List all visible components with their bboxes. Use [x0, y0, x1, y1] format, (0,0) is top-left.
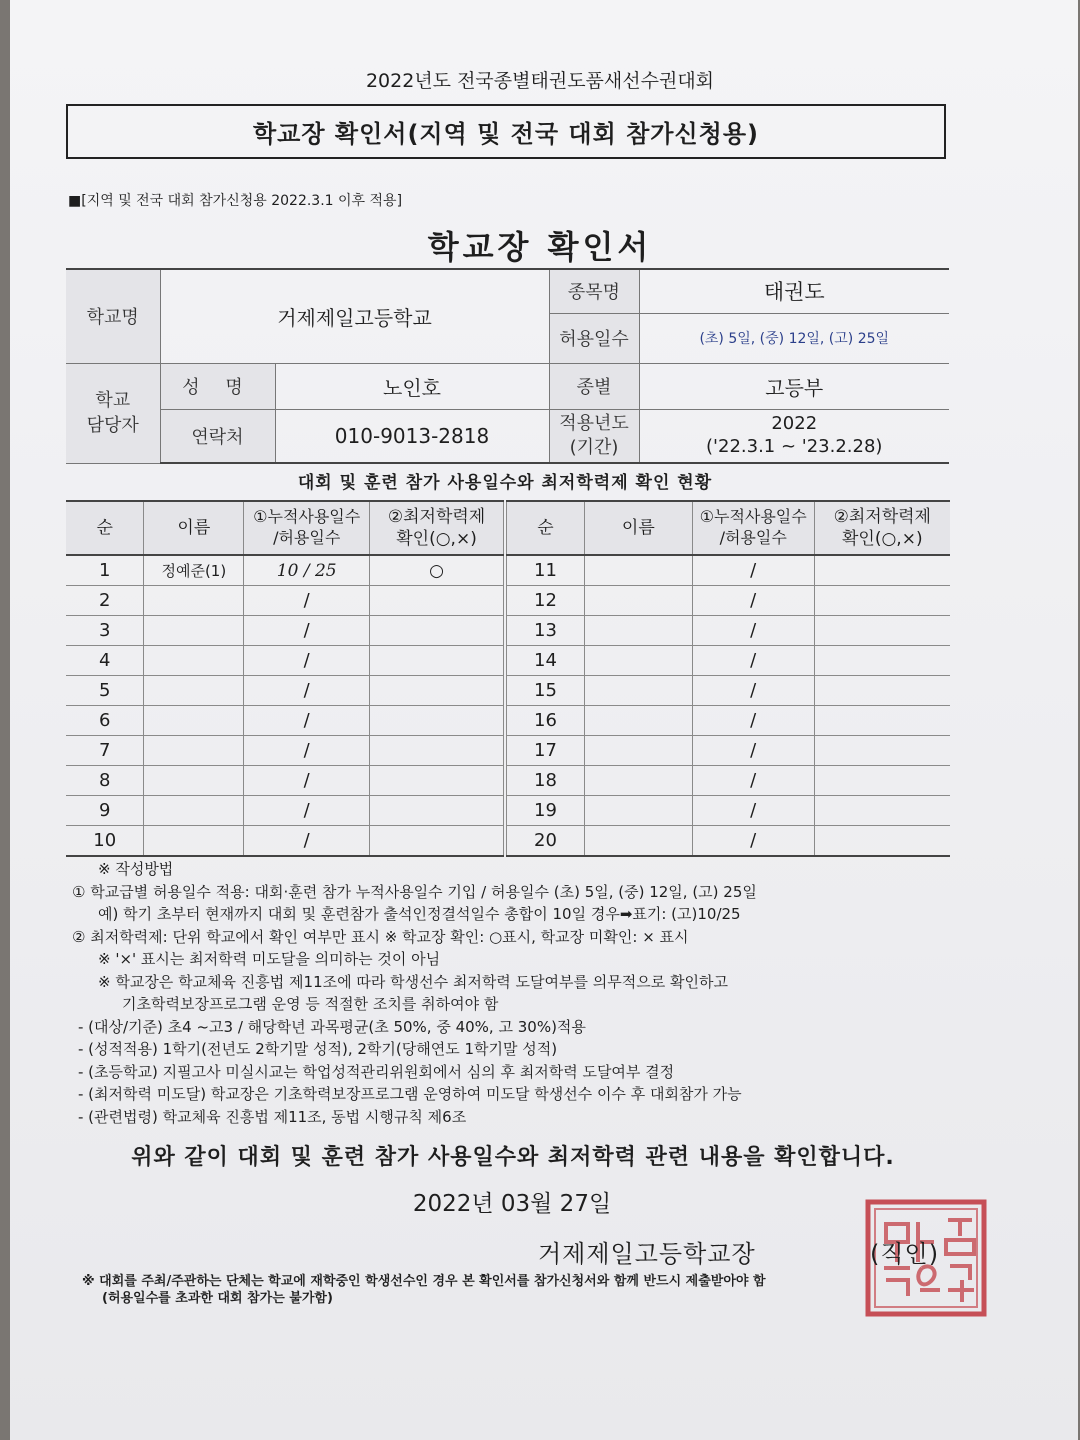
- table-row: [66, 706, 504, 736]
- row-check: [370, 676, 504, 706]
- header-no: 순: [66, 501, 144, 555]
- row-name: [584, 826, 692, 857]
- manager-label: 학교 담당자: [66, 363, 160, 463]
- method-line: - (관련법령) 학교체육 진흥법 제11조, 동법 시행규칙 제6조: [78, 1107, 467, 1126]
- table-row: [66, 616, 504, 646]
- row-days: /: [692, 646, 814, 676]
- table-row: [66, 766, 504, 796]
- table-row: [66, 676, 504, 706]
- row-check: [814, 766, 950, 796]
- row-number: 20: [507, 826, 585, 857]
- row-check: [814, 616, 950, 646]
- header-check: ②최저학력제 확인(○,×): [370, 501, 504, 555]
- row-number: 17: [507, 736, 585, 766]
- row-number: 1: [66, 555, 144, 586]
- row-number: 5: [66, 676, 144, 706]
- method-line: - (성적적용) 1학기(전년도 2학기말 성적), 2학기(당해연도 1학기말 성적): [78, 1040, 558, 1058]
- seal-label: (직인): [870, 1240, 940, 1268]
- row-number: 18: [507, 766, 585, 796]
- row-name: [584, 676, 692, 706]
- principal-name: 거제제일고등학교장: [538, 1240, 756, 1268]
- status-rows-left: [66, 555, 504, 856]
- row-check: [814, 555, 950, 586]
- row-name: [584, 555, 692, 586]
- method-line: - (최저학력 미도달) 학교장은 기초학력보장프로그램 운영하여 미도달 학생선수 이수 후 대회참가 가능: [78, 1085, 742, 1103]
- allowed-days-value: (초) 5일, (중) 12일, (고) 25일: [639, 313, 949, 363]
- row-name: [144, 616, 244, 646]
- header-days: ①누적사용일수 /허용일수: [692, 501, 814, 555]
- table-row: [507, 826, 951, 857]
- row-name: [584, 586, 692, 616]
- row-check: [814, 736, 950, 766]
- method-line: - (초등학교) 지필고사 미실시교는 학업성적관리위원회에서 심의 후 최저학력 도달여부 결정: [78, 1062, 675, 1081]
- row-name: 정예준(1): [144, 555, 244, 586]
- row-number: 6: [66, 706, 144, 736]
- row-number: 14: [507, 646, 585, 676]
- table-row: [66, 796, 504, 826]
- row-check: [370, 736, 504, 766]
- method-line: ② 최저학력제: 단위 학교에서 확인 여부만 표시 ※ 학교장 확인: ○표시, 학교장 미확인: × 표시: [72, 927, 689, 946]
- table-row: [66, 826, 504, 857]
- row-number: 11: [507, 555, 585, 586]
- table-row: [507, 706, 951, 736]
- row-check: [814, 826, 950, 857]
- event-title: 2022년도 전국종별태권도품새선수권대회: [365, 70, 715, 92]
- contact-label: 연락처: [160, 409, 275, 463]
- row-name: [144, 706, 244, 736]
- status-title: 대회 및 훈련 참가 사용일수와 최저학력제 확인 현황: [297, 473, 713, 493]
- row-days: /: [244, 796, 370, 826]
- row-days: /: [244, 676, 370, 706]
- row-name: [144, 826, 244, 857]
- table-row: [507, 555, 951, 586]
- row-days: /: [244, 706, 370, 736]
- category-value: 고등부: [639, 363, 949, 409]
- row-check: [370, 796, 504, 826]
- row-days: /: [244, 646, 370, 676]
- header-name: 이름: [144, 501, 244, 555]
- row-check: [814, 796, 950, 826]
- row-number: 7: [66, 736, 144, 766]
- row-days: /: [692, 706, 814, 736]
- header-no: 순: [507, 501, 585, 555]
- sport-label: 종목명: [549, 269, 639, 313]
- row-days: /: [692, 586, 814, 616]
- document-title-box: [66, 104, 946, 159]
- row-name: [144, 766, 244, 796]
- row-name: [584, 796, 692, 826]
- row-check: [814, 646, 950, 676]
- row-days: /: [692, 826, 814, 857]
- row-check: [370, 706, 504, 736]
- status-rows-right: [507, 555, 951, 856]
- row-days: /: [692, 676, 814, 706]
- row-number: 12: [507, 586, 585, 616]
- row-check: [814, 706, 950, 736]
- row-number: 19: [507, 796, 585, 826]
- row-number: 13: [507, 616, 585, 646]
- footnote: [82, 1273, 982, 1307]
- table-row: [66, 586, 504, 616]
- row-days: /: [692, 736, 814, 766]
- row-number: 15: [507, 676, 585, 706]
- row-check: ○: [370, 555, 504, 586]
- row-number: 16: [507, 706, 585, 736]
- table-row: [507, 676, 951, 706]
- row-name: [144, 676, 244, 706]
- period-label: 적용년도 (기간): [549, 409, 639, 463]
- school-label: 학교명: [66, 269, 160, 363]
- row-days: /: [244, 616, 370, 646]
- row-number: 10: [66, 826, 144, 857]
- confirm-statement: 위와 같이 대회 및 훈련 참가 사용일수와 최저학력 관련 내용을 확인합니다.: [131, 1145, 895, 1170]
- status-table-left: [66, 500, 504, 857]
- name-value: 노인호: [275, 363, 549, 409]
- row-number: 9: [66, 796, 144, 826]
- method-heading: ※ 작성방법: [98, 860, 174, 878]
- sport-value: 태권도: [639, 269, 949, 313]
- header-days: ①누적사용일수 /허용일수: [244, 501, 370, 555]
- row-name: [144, 736, 244, 766]
- row-number: 8: [66, 766, 144, 796]
- document-title: 학교장 확인서(지역 및 전국 대회 참가신청용): [252, 120, 760, 148]
- method-line: ※ '×' 표시는 최저학력 미도달을 의미하는 것이 아님: [98, 950, 441, 968]
- table-row: [507, 736, 951, 766]
- row-name: [584, 706, 692, 736]
- row-days: /: [244, 736, 370, 766]
- row-days: /: [244, 826, 370, 857]
- header-name: 이름: [584, 501, 692, 555]
- table-row: [66, 646, 504, 676]
- row-days: /: [244, 586, 370, 616]
- row-number: 3: [66, 616, 144, 646]
- row-days: /: [692, 766, 814, 796]
- period-value: [639, 409, 949, 463]
- method-line: - (대상/기준) 초4 ~고3 / 해당학년 과목평균(초 50%, 중 40%, 고 30%)적용: [78, 1017, 586, 1036]
- table-row: [507, 586, 951, 616]
- period-year: 2022: [771, 413, 818, 435]
- row-days: /: [692, 555, 814, 586]
- contact-value: 010-9013-2818: [275, 409, 549, 463]
- main-title: 학교장 확인서: [427, 228, 653, 266]
- method-line: ※ 학교장은 학교체육 진흥법 제11조에 따라 학생선수 최저학력 도달여부를 의무적으로 확인하고: [98, 972, 728, 991]
- row-check: [814, 676, 950, 706]
- school-value: 거제제일고등학교: [160, 269, 549, 363]
- confirm-date: 2022년 03월 27일: [412, 1191, 612, 1217]
- period-range: ('22.3.1 ~ '23.2.28): [706, 435, 883, 457]
- allowed-days-label: 허용일수: [549, 313, 639, 363]
- row-name: [584, 766, 692, 796]
- table-row: [66, 555, 504, 586]
- row-days: 10 / 25: [244, 555, 370, 586]
- table-row: [507, 796, 951, 826]
- row-check: [370, 826, 504, 857]
- header-check: ②최저학력제 확인(○,×): [814, 501, 950, 555]
- row-days: /: [244, 766, 370, 796]
- method-line: 예) 학기 초부터 현재까지 대회 및 훈련참가 출석인정결석일수 총합이 10일 경우➡표기: (고)10/25: [98, 905, 741, 923]
- method-line: 기초학력보장프로그램 운영 등 적절한 조치를 취하여야 함: [122, 995, 499, 1013]
- row-name: [144, 586, 244, 616]
- row-check: [370, 766, 504, 796]
- row-number: 4: [66, 646, 144, 676]
- row-days: /: [692, 616, 814, 646]
- row-name: [144, 646, 244, 676]
- table-row: [507, 766, 951, 796]
- writing-method: [72, 858, 952, 1128]
- row-check: [370, 586, 504, 616]
- footnote-line: (허용일수를 초과한 대회 참가는 불가함): [102, 1291, 333, 1306]
- footnote-line: ※ 대회를 주최/주관하는 단체는 학교에 재학중인 학생선수인 경우 본 확인서를 참가신청서와 함께 반드시 제출받아야 함: [82, 1274, 766, 1289]
- status-table-right: [506, 500, 950, 857]
- row-name: [584, 616, 692, 646]
- row-name: [144, 796, 244, 826]
- row-name: [584, 646, 692, 676]
- row-check: [370, 616, 504, 646]
- row-check: [370, 646, 504, 676]
- row-check: [814, 586, 950, 616]
- row-name: [584, 736, 692, 766]
- method-line: ① 학교급별 허용일수 적용: 대회·훈련 참가 누적사용일수 기입 / 허용일수 (초) 5일, (중) 12일, (고) 25일: [72, 882, 757, 901]
- category-label: 종별: [549, 363, 639, 409]
- applied-note: ■[지역 및 전국 대회 참가신청용 2022.3.1 이후 적용]: [68, 193, 403, 209]
- table-row: [66, 736, 504, 766]
- row-days: /: [692, 796, 814, 826]
- info-table: [66, 268, 949, 464]
- name-label: 성 명: [160, 363, 275, 409]
- table-row: [507, 646, 951, 676]
- row-number: 2: [66, 586, 144, 616]
- table-row: [507, 616, 951, 646]
